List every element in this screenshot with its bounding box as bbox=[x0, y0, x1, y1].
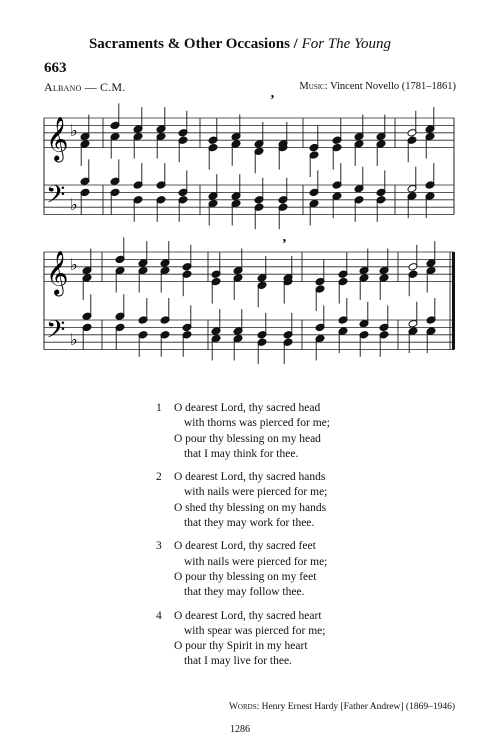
breath-mark-icon: ’ bbox=[270, 93, 275, 108]
verse-number: 1 bbox=[156, 402, 162, 414]
verses bbox=[156, 401, 330, 678]
verse-line: O dearest Lord, thy sacred heart bbox=[174, 609, 322, 622]
verse-1 bbox=[156, 401, 330, 462]
treble-clef-icon: 𝄞 bbox=[46, 116, 69, 161]
music-composer: Vincent Novello (1781–1861) bbox=[330, 81, 456, 92]
verse-line: with nails were pierced for me; bbox=[184, 486, 328, 499]
section-title-main: Sacraments & Other Occasions bbox=[88, 36, 290, 52]
words-author: Henry Ernest Hardy [Father Andrew] (1869–1946) bbox=[261, 702, 455, 712]
words-label: Words: bbox=[228, 702, 260, 712]
verse-line: that I may live for thee. bbox=[184, 655, 292, 668]
verse-number: 3 bbox=[156, 540, 162, 553]
music-label: Music: bbox=[299, 81, 328, 92]
flat-key-signature-icon: ♭ bbox=[70, 330, 78, 350]
final-barline bbox=[452, 252, 455, 350]
verse-3 bbox=[156, 539, 330, 600]
verse-line: that I may think for thee. bbox=[184, 447, 299, 460]
flat-key-signature-icon: ♭ bbox=[70, 195, 78, 215]
verse-2 bbox=[156, 470, 330, 531]
verse-4 bbox=[156, 609, 330, 670]
verse-line: with nails were pierced for me; bbox=[184, 555, 328, 568]
verse-line: O shed thy blessing on my hands bbox=[174, 501, 327, 514]
verse-line: that they may follow thee. bbox=[184, 586, 305, 599]
bass-clef-icon: 𝄢 bbox=[46, 315, 66, 351]
treble-clef-icon: 𝄞 bbox=[46, 250, 69, 295]
section-title-separator: / bbox=[293, 36, 298, 52]
verse-line: O dearest Lord, thy sacred feet bbox=[174, 540, 316, 553]
verse-line: with spear was pierced for me; bbox=[184, 624, 326, 637]
page-number: 1286 bbox=[230, 724, 250, 735]
breath-mark-icon: ’ bbox=[282, 237, 287, 252]
verse-line: O pour thy Spirit in my heart bbox=[174, 640, 308, 653]
verse-line: O dearest Lord, thy sacred head bbox=[174, 402, 321, 414]
verse-line: O dearest Lord, thy sacred hands bbox=[174, 471, 326, 484]
words-credit bbox=[229, 702, 455, 712]
verse-line: O pour thy blessing on my feet bbox=[174, 570, 317, 583]
verse-line: that they may work for thee. bbox=[184, 517, 315, 530]
bass-clef-icon: 𝄢 bbox=[46, 180, 66, 216]
flat-key-signature-icon: ♭ bbox=[70, 120, 78, 140]
section-subtitle: For The Young bbox=[301, 36, 392, 52]
tune-name: Albano — C.M. bbox=[44, 80, 126, 94]
verse-line: O pour thy blessing on my head bbox=[174, 432, 321, 445]
verse-number: 4 bbox=[156, 609, 162, 622]
verse-line: with thorns was pierced for me; bbox=[184, 417, 330, 430]
flat-key-signature-icon: ♭ bbox=[70, 254, 78, 274]
verse-number: 2 bbox=[156, 471, 162, 484]
hymn-number: 663 bbox=[44, 60, 67, 76]
